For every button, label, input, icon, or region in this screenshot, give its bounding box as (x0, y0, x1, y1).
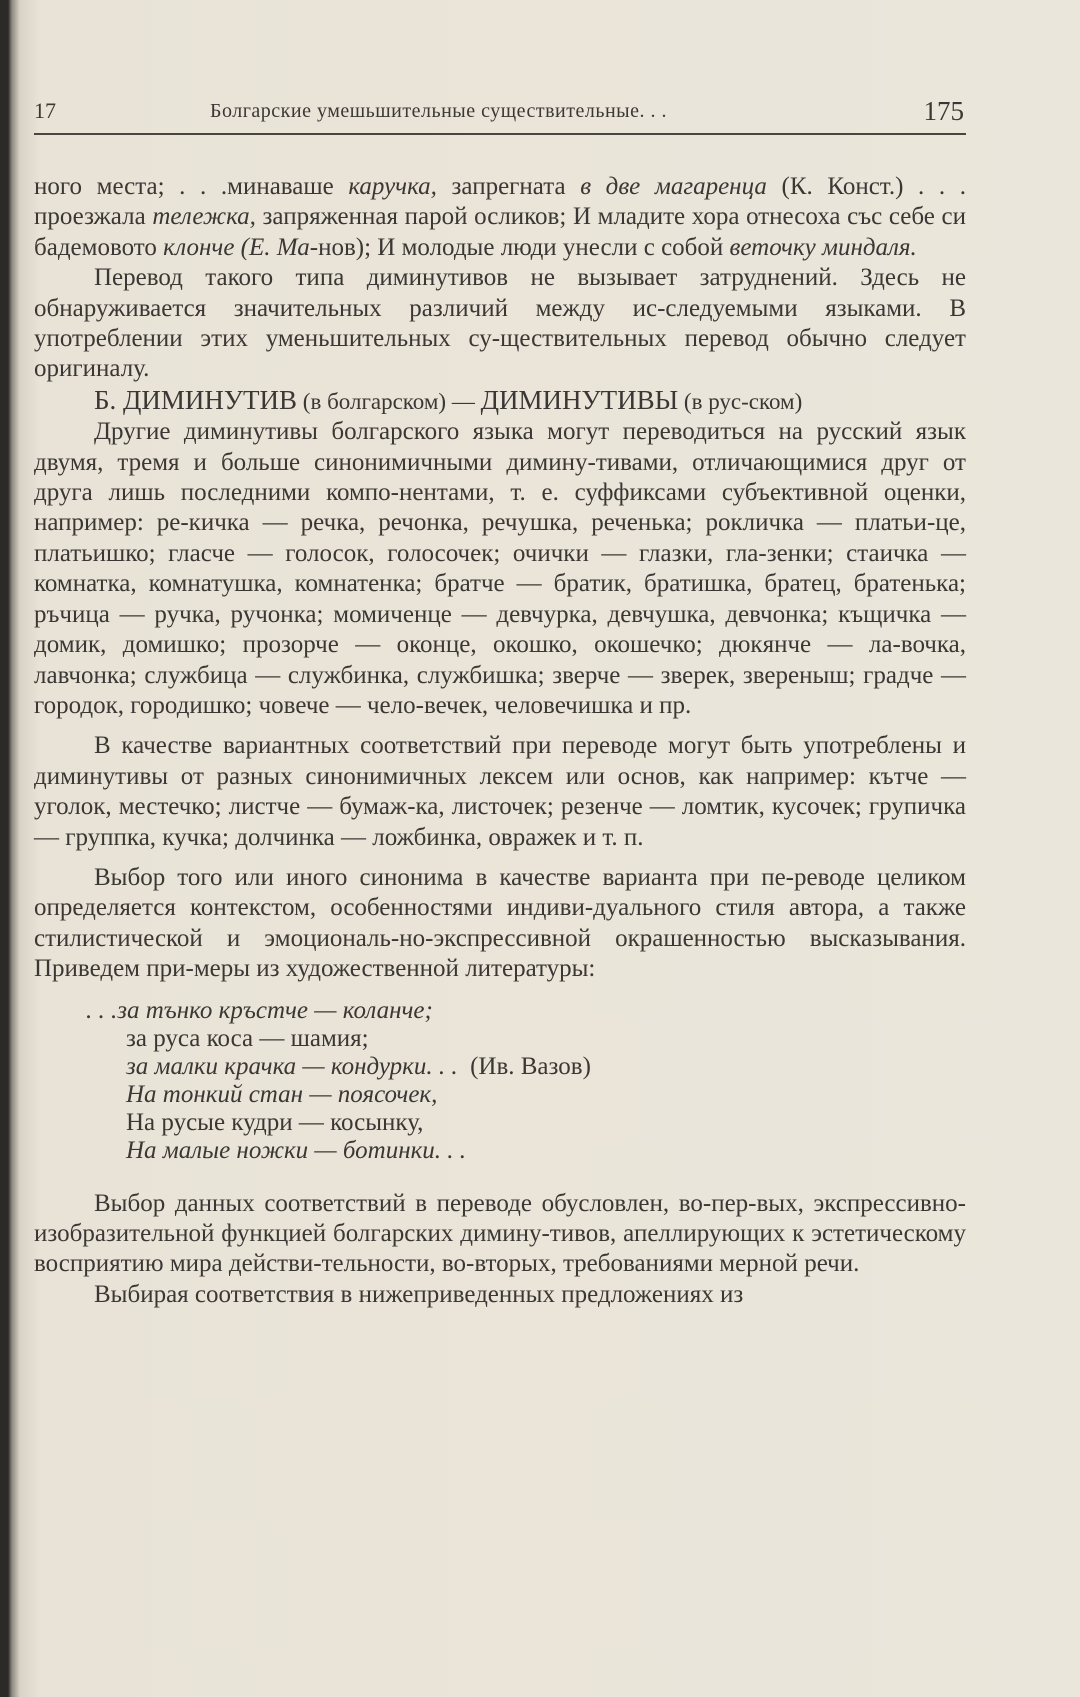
paragraph-6: Выбор того или иного синонима в качестве варианта при пе-реводе целиком определяется контекстом, особенностями индиви-дуального стиля автора, а также стилистической и эмоциональ-но-экспрессивной окрашенностью высказывания. Приведем при-меры из художественной литературы: (34, 863, 966, 983)
paragraph-1: ного места; . . .минаваше каручка, запрегната в две магаренца (К. Конст.) . . . проезжала тележка, запряженная парой осликов; И младите хора отнесоха със себе си бадемовото клонче (Е. Ма-нов); И молодые люди унесли с собой веточку миндаля. (34, 173, 967, 261)
page-number: 175 (923, 96, 964, 126)
poem-line: . . .за тънко кръстче — коланче; (86, 996, 433, 1024)
poem-line: за руса коса — шамия; (126, 1024, 369, 1052)
poem-source: (Ив. Вазов) (470, 1052, 591, 1080)
page-body (34, 172, 966, 1310)
poem-line: На тонкий стан — поясочек, (126, 1080, 438, 1108)
poem-line: На русые кудри — косынку, (126, 1108, 424, 1136)
paragraph-8: Выбирая соответствия в нижеприведенных предложениях из (94, 1280, 744, 1308)
poem-line: за малки крачка — кондурки. . . (Ив. Вазов) (126, 1052, 591, 1080)
paragraph-4: Другие диминутивы болгарского языка могут переводиться на русский язык двумя, тремя и больше синонимичными димину-тивами, отличающимися друг от друга лишь последними компо-нентами, т. е. суффиксами субъективной оценки, например: ре-кичка — речка, речонка, речушка, реченька; рокличка — платьи-це, платьишко; гласче — голосок, голосочек; очички — глазки, гла-зенки; стаичка — комнатка, комнатушка, комнатенка; братче — братик, братишка, братец, братенька; ръчица — ручка, ручонка; момиченце — девчурка, девчушка, девчонка; къщичка — домик, домишко; прозорче — оконце, окошко, окошечко; дюкянче — ла-вочка, лавчонка; службица — службинка, службишка; зверче — зверек, звереныш; градче — городок, городишко; човече — чело-вечек, человечишка и пр. (34, 418, 966, 719)
poem-line: На малые ножки — ботинки. . . (126, 1136, 467, 1164)
running-title: Болгарские умешьшительные существительные. . . (210, 100, 667, 122)
running-header (34, 96, 964, 136)
section-heading: Б. ДИМИНУТИВ (в болгарском) — ДИМИНУТИВЫ (в рус-ском) (94, 384, 803, 415)
paragraph-2: Перевод такого типа диминутивов не вызывает затруднений. Здесь не обнаруживается значительных различий между ис-следуемыми языками. В употреблении этих уменьшительных су-ществительных перевод обычно следует оригиналу. (34, 264, 966, 383)
paragraph-7: Выбор данных соответствий в переводе обусловлен, во-пер-вых, экспрессивно-изобразительной функцией болгарских димину-тивов, апеллирующих к эстетическому восприятию мира действи-тельности, во-вторых, требованиями мерной речи. (34, 1189, 966, 1278)
chapter-number: 17 (34, 98, 56, 123)
poem-quote (86, 997, 966, 1165)
paragraph-5: В качестве вариантных соответствий при переводе могут быть употреблены и диминутивы от разных синонимичных лексем или основ, как например: кътче — уголок, местечко; листче — бумаж-ка, листочек; резенче — ломтик, кусочек; групичка — группка, кучка; долчинка — ложбинка, овражек и т. п. (34, 732, 966, 851)
header-rule (34, 133, 966, 135)
